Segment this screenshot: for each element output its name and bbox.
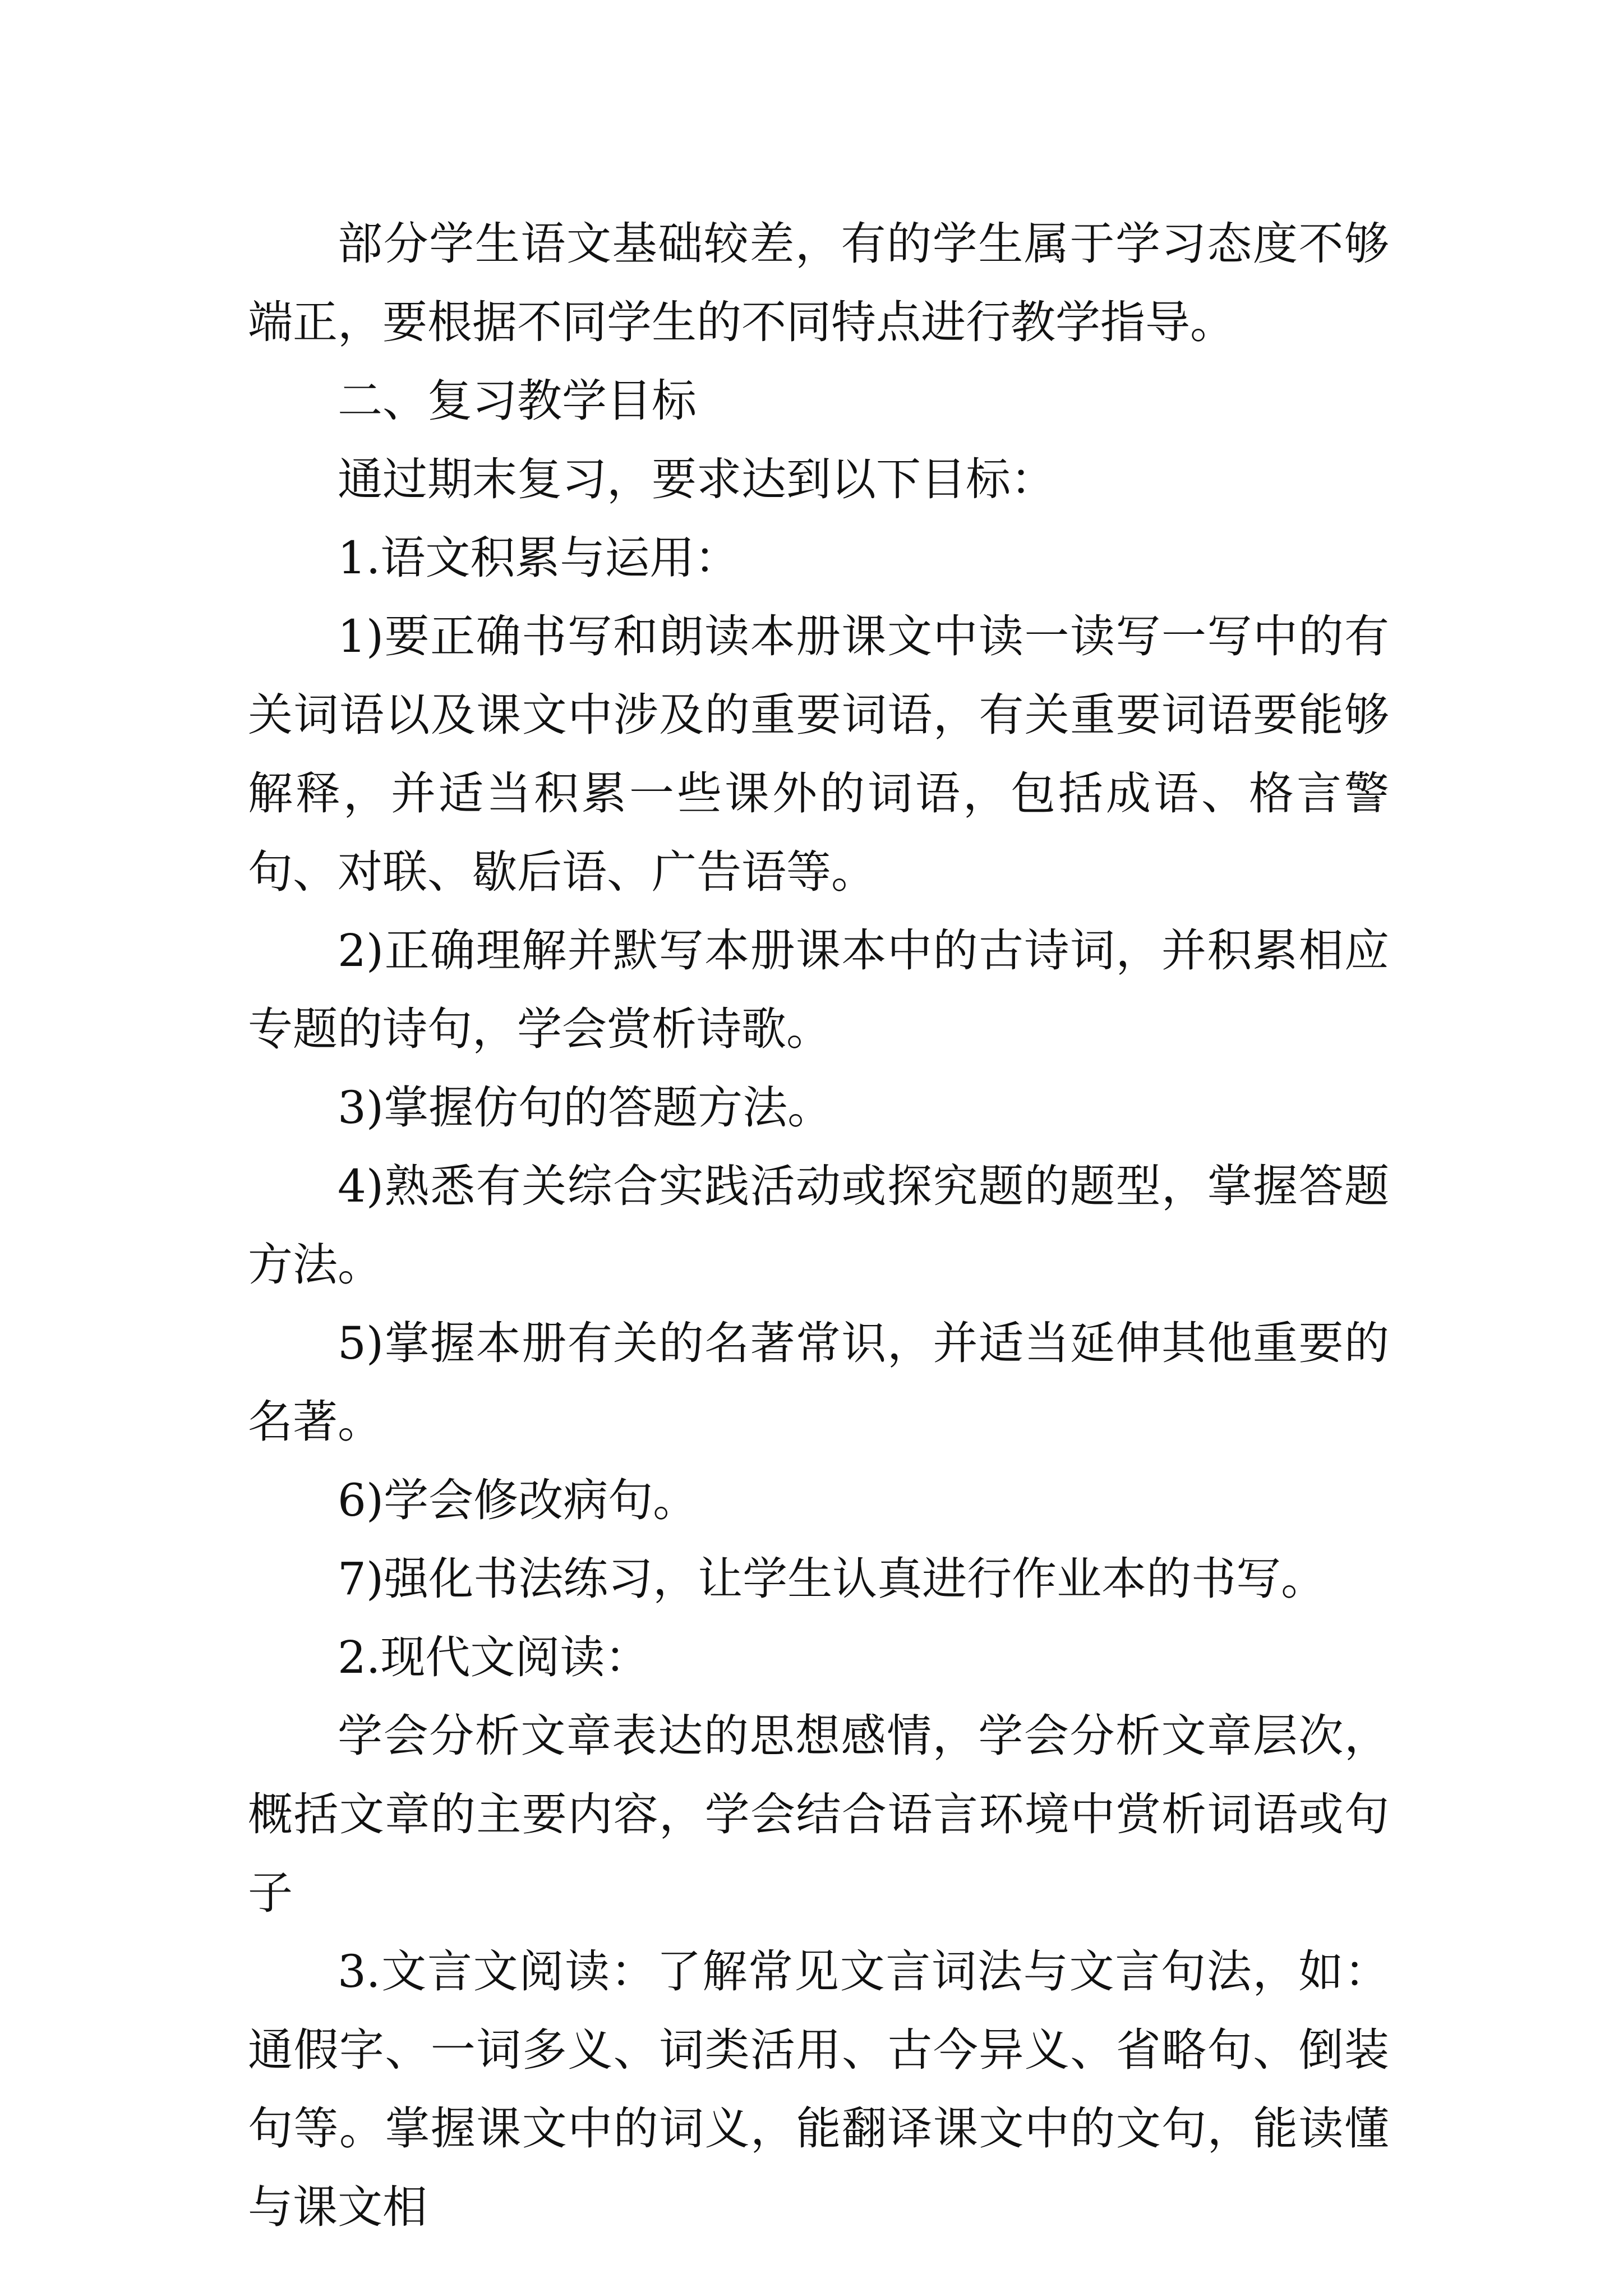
subheading-modern-reading: 2.现代文阅读：: [338, 1631, 650, 1683]
list-item-sentence-correction: 6)学会修改病句。: [338, 1474, 698, 1526]
list-item-ancient-poetry: 2)正确理解并默写本册课本中的古诗词，并积累相应专题的诗句，学会赏析诗歌。: [248, 924, 1389, 1055]
paragraph-goals-intro: 通过期末复习，要求达到以下目标：: [338, 453, 1055, 505]
list-item-vocabulary: 1)要正确书写和朗读本册课文中读一读写一写中的有关词语以及课文中涉及的重要词语，有关重要词语要能够解释，并适当积累一些课外的词语，包括成语、格言警句、对联、歇后语、广告语等。: [248, 610, 1389, 898]
paragraph-student-basis: 部分学生语文基础较差，有的学生属于学习态度不够端正，要根据不同学生的不同特点进行教学指导。: [248, 218, 1389, 348]
section-heading-review-goals: 二、复习教学目标: [338, 375, 697, 427]
list-item-calligraphy: 7)强化书法练习，让学生认真进行作业本的书写。: [338, 1553, 1326, 1605]
document-body: [248, 205, 1389, 2247]
paragraph-classical-reading: 3.文言文阅读：了解常见文言词法与文言句法，如：通假字、一词多义、词类活用、古今异义、省略句、倒装句等。掌握课文中的词义，能翻译课文中的文句，能读懂与课文相: [248, 1945, 1389, 2233]
list-item-practice-activities: 4)熟悉有关综合实践活动或探究题的题型，掌握答题方法。: [248, 1160, 1389, 1291]
list-item-sentence-imitation: 3)掌握仿句的答题方法。: [338, 1082, 833, 1134]
paragraph-modern-reading: 学会分析文章表达的思想感情，学会分析文章层次，概括文章的主要内容，学会结合语言环境中赏析词语或句子: [248, 1710, 1389, 1919]
list-item-classic-works: 5)掌握本册有关的名著常识，并适当延伸其他重要的名著。: [248, 1317, 1389, 1448]
subheading-language-accumulation: 1.语文积累与运用：: [338, 532, 740, 584]
